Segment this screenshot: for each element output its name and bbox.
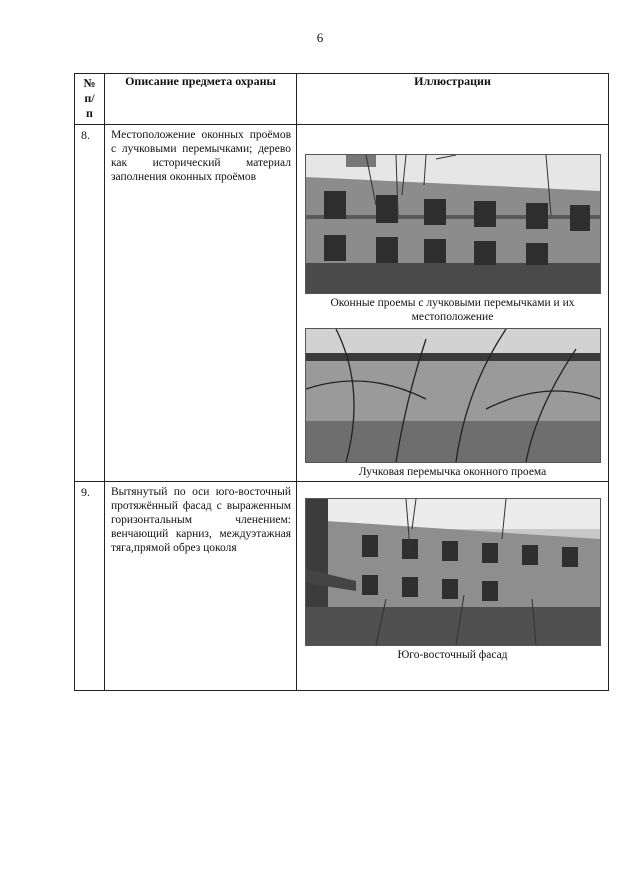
- photo-arched-lintel: [305, 328, 601, 463]
- heritage-table: [74, 73, 609, 691]
- header-num: [75, 74, 105, 125]
- photo-southeast-facade: [305, 498, 601, 646]
- lintel-closeup-image: [306, 329, 600, 462]
- photo-caption: Лучковая перемычка оконного проема: [358, 466, 547, 478]
- header-illustrations: Иллюстрации: [297, 74, 609, 125]
- southeast-facade-image: [306, 499, 600, 645]
- photo-caption: Оконные проемы с лучковыми перемычками и их местоположение: [330, 297, 575, 323]
- row-number: 9.: [75, 482, 105, 691]
- row-description: Вытянутый по оси юго-восточный протяжённый фасад с выраженным горизонтальным членением: венчающий карниз, междуэтажная тяга,прямой обрез цоколя: [105, 482, 297, 691]
- table-row: [75, 125, 609, 482]
- header-num-line-2: п/: [84, 91, 95, 105]
- header-num-line-3: п: [86, 106, 93, 120]
- illustrations-cell: [297, 125, 609, 482]
- table-header-row: [75, 74, 609, 125]
- header-description: Описание предмета охраны: [105, 74, 297, 125]
- illustrations-cell: [297, 482, 609, 691]
- page-number: 6: [316, 30, 324, 45]
- building-facade-image: [306, 155, 600, 293]
- photo-caption: Юго-восточный фасад: [397, 649, 508, 661]
- table-row: [75, 482, 609, 691]
- row-number: 8.: [75, 125, 105, 482]
- photo-window-openings: [305, 154, 601, 294]
- header-num-line-1: №: [83, 76, 96, 90]
- row-description: Местоположение оконных проёмов с лучковыми перемычками; дерево как исторический материал заполнения оконных проёмов: [105, 125, 297, 482]
